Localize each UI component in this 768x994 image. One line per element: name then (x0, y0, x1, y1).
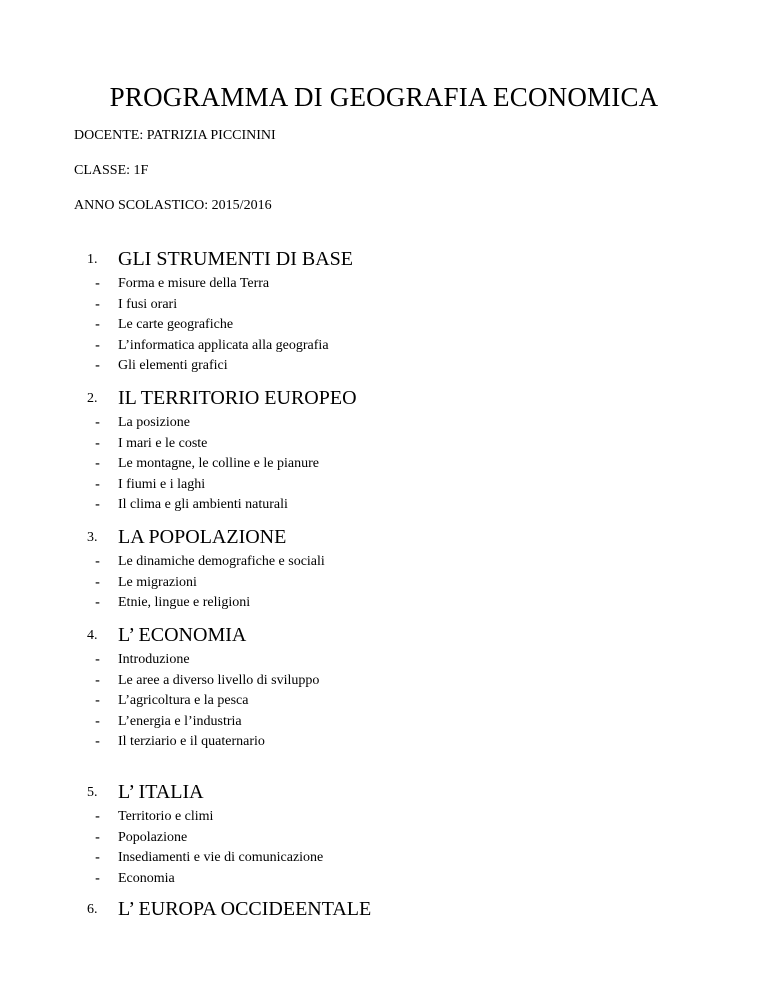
section-number: 3. (87, 530, 98, 545)
list-item (0, 336, 768, 357)
dash-bullet: - (95, 869, 100, 887)
list-item-text: Territorio e climi (118, 809, 214, 824)
list-item (0, 475, 768, 496)
teacher-line: DOCENTE: PATRIZIA PICCININI (74, 128, 276, 143)
list-item (0, 828, 768, 849)
topic-list (0, 552, 768, 614)
class-line: CLASSE: 1F (74, 163, 149, 178)
list-item (0, 807, 768, 828)
dash-bullet: - (95, 336, 100, 354)
section-title: GLI STRUMENTI DI BASE (118, 248, 353, 270)
dash-bullet: - (95, 316, 100, 333)
list-item-text: I fusi orari (118, 296, 178, 312)
list-item (0, 315, 768, 336)
list-item (0, 848, 768, 869)
list-item-text: I mari e le coste (118, 435, 208, 451)
list-item (0, 650, 768, 671)
list-item (0, 691, 768, 712)
list-item (0, 732, 768, 753)
list-item-text: Economia (118, 870, 175, 886)
dash-bullet: - (95, 475, 100, 493)
list-item-text: L’informatica applicata alla geografia (118, 337, 329, 353)
list-item-text: Introduzione (118, 652, 190, 667)
dash-bullet: - (95, 496, 100, 513)
section-number: 6. (87, 902, 98, 917)
section-heading (0, 382, 768, 410)
dash-bullet: - (95, 671, 100, 689)
section-title: L’ EUROPA OCCIDEENTALE (118, 898, 372, 920)
dash-bullet: - (95, 275, 100, 292)
list-item (0, 295, 768, 316)
dash-bullet: - (95, 733, 100, 750)
section-number: 1. (87, 252, 98, 267)
section-heading (0, 243, 768, 271)
dash-bullet: - (95, 849, 100, 866)
list-item-text: Forma e misure della Terra (118, 276, 270, 291)
dash-bullet: - (95, 712, 100, 730)
section-title: L’ ECONOMIA (118, 624, 247, 646)
section-title: LA POPOLAZIONE (118, 526, 287, 548)
dash-bullet: - (95, 295, 100, 313)
list-item (0, 356, 768, 377)
section-gli-strumenti-di-base (0, 243, 768, 377)
list-item-text: Le montagne, le colline e le pianure (118, 456, 319, 471)
list-item (0, 671, 768, 692)
dash-bullet: - (95, 808, 100, 825)
list-item (0, 495, 768, 516)
section-l-economia (0, 619, 768, 753)
topic-list (0, 274, 768, 377)
section-number: 5. (87, 785, 98, 800)
dash-bullet: - (95, 651, 100, 668)
dash-bullet: - (95, 828, 100, 846)
dash-bullet: - (95, 357, 100, 374)
dash-bullet: - (95, 455, 100, 472)
topic-list (0, 413, 768, 516)
topic-list (0, 650, 768, 753)
list-item-text: L’energia e l’industria (118, 713, 242, 729)
list-item-text: Gli elementi grafici (118, 358, 228, 373)
section-number: 4. (87, 628, 98, 643)
dash-bullet: - (95, 594, 100, 611)
section-number: 2. (87, 391, 98, 406)
dash-bullet: - (95, 692, 100, 709)
list-item-text: Il terziario e il quaternario (118, 734, 265, 749)
list-item-text: Popolazione (118, 829, 188, 845)
list-item-text: I fiumi e i laghi (118, 476, 206, 492)
dash-bullet: - (95, 414, 100, 431)
section-title: L’ ITALIA (118, 781, 204, 803)
list-item (0, 573, 768, 594)
list-item (0, 712, 768, 733)
list-item-text: Le migrazioni (118, 574, 197, 590)
list-item-text: Le carte geografiche (118, 317, 234, 332)
dash-bullet: - (95, 434, 100, 452)
section-title: IL TERRITORIO EUROPEO (118, 387, 357, 409)
list-item-text: Il clima e gli ambienti naturali (118, 497, 288, 512)
section-heading (0, 521, 768, 549)
list-item-text: Le aree a diverso livello di sviluppo (118, 672, 320, 688)
list-item-text: L’agricoltura e la pesca (118, 693, 249, 708)
section-heading (0, 619, 768, 647)
list-item (0, 869, 768, 890)
list-item-text: La posizione (118, 415, 190, 430)
list-item (0, 413, 768, 434)
list-item (0, 552, 768, 573)
topic-list (0, 807, 768, 889)
list-item-text: Insediamenti e vie di comunicazione (118, 850, 324, 865)
document-title: PROGRAMMA DI GEOGRAFIA ECONOMICA (109, 82, 659, 112)
school-year-line: ANNO SCOLASTICO: 2015/2016 (74, 198, 272, 213)
list-item (0, 434, 768, 455)
section-il-territorio-europeo (0, 382, 768, 516)
list-item (0, 593, 768, 614)
dash-bullet: - (95, 573, 100, 591)
section-heading (0, 776, 768, 804)
section-heading (0, 893, 768, 921)
section-la-popolazione (0, 521, 768, 614)
list-item-text: Etnie, lingue e religioni (118, 595, 251, 610)
list-item (0, 454, 768, 475)
list-item (0, 274, 768, 295)
section-l-europa-occideentale (0, 893, 768, 921)
dash-bullet: - (95, 553, 100, 570)
section-l-italia (0, 776, 768, 889)
list-item-text: Le dinamiche demografiche e sociali (118, 554, 325, 569)
